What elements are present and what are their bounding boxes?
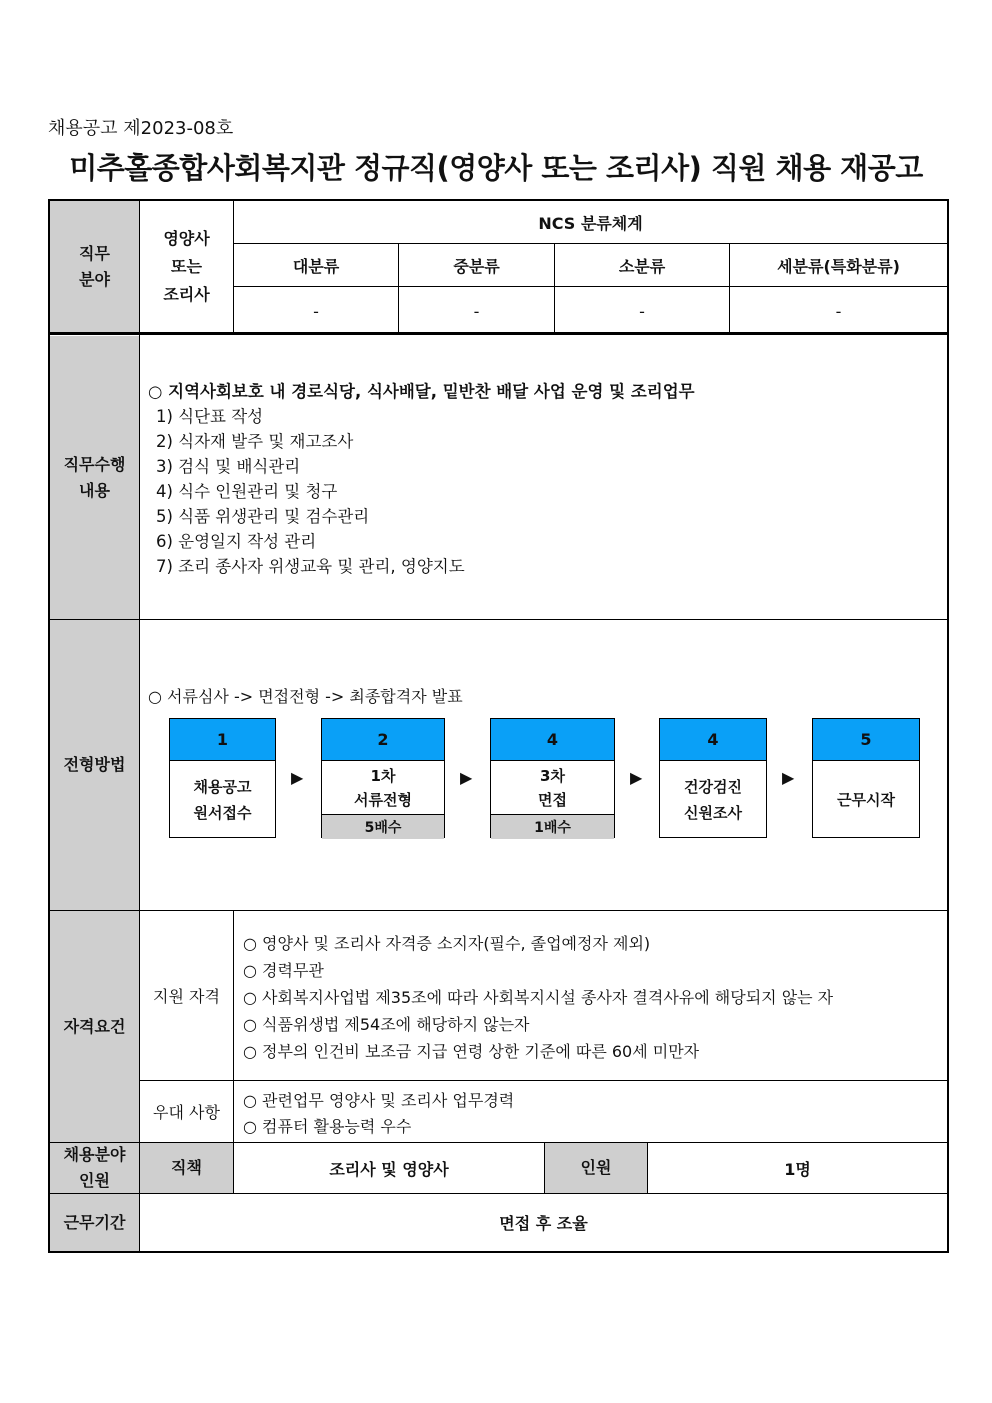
step-number: 5 xyxy=(813,719,919,761)
role-label: 직책 xyxy=(140,1143,233,1193)
qualification-header: 자격요건 xyxy=(50,911,139,1142)
step-number: 2 xyxy=(322,719,444,761)
step-start-work xyxy=(812,718,920,838)
list-item: 5) 식품 위생관리 및 검수관리 xyxy=(156,507,370,526)
list-item: 4) 식수 인원관리 및 청구 xyxy=(156,482,338,501)
step-label: 원서접수 xyxy=(193,803,252,822)
preference-label: 우대 사항 xyxy=(153,1103,220,1122)
list-item: ○ 식품위생법 제54조에 해당하지 않는자 xyxy=(243,1015,530,1034)
headcount-header: 채용분야 인원 xyxy=(50,1143,139,1193)
list-item: 1) 식단표 작성 xyxy=(156,407,264,426)
ncs-value-minor: - xyxy=(639,301,645,321)
period-header: 근무기간 xyxy=(50,1194,139,1251)
step-label: 신원조사 xyxy=(684,803,742,822)
step-ratio: 5배수 xyxy=(322,814,444,839)
flow-arrow: ▶ xyxy=(782,768,795,787)
ncs-col-detail: 세분류(특화분류) xyxy=(777,256,900,276)
step-number: 1 xyxy=(170,719,275,761)
step-interview xyxy=(490,718,615,838)
selection-header: 전형방법 xyxy=(50,620,139,910)
ncs-col-middle: 중분류 xyxy=(453,256,500,276)
step-ratio: 1배수 xyxy=(491,814,614,839)
step-health-check xyxy=(659,718,767,838)
ncs-value-major: - xyxy=(313,301,319,321)
step-label: 서류전형 xyxy=(354,790,412,809)
ncs-value-detail: - xyxy=(835,301,842,321)
step-label: 건강검진 xyxy=(684,777,742,796)
flow-arrow: ▶ xyxy=(291,768,304,787)
period-value: 면접 후 조율 xyxy=(499,1214,588,1233)
notice-number: 채용공고 제2023-08호 xyxy=(48,118,234,139)
step-application xyxy=(169,718,276,838)
ncs-title: NCS 분류체계 xyxy=(538,213,643,233)
list-item: ○ 관련업무 영양사 및 조리사 업무경력 xyxy=(243,1091,515,1110)
list-item: ○ 컴퓨터 활용능력 우수 xyxy=(243,1117,412,1136)
flow-arrow: ▶ xyxy=(460,768,473,787)
step-label: 면접 xyxy=(538,790,567,809)
ncs-col-major: 대분류 xyxy=(292,256,340,276)
list-item: 7) 조리 종사자 위생교육 및 관리, 영양지도 xyxy=(156,557,465,576)
position-name: 영양사 또는 조리사 xyxy=(163,228,210,304)
list-item: ○ 영양사 및 조리사 자격증 소지자(필수, 졸업예정자 제외) xyxy=(243,934,651,953)
ncs-value-middle: - xyxy=(473,301,480,321)
job-field-header: 직무 분야 xyxy=(50,201,139,332)
list-item: ○ 사회복지사업법 제35조에 따라 사회복지시설 종사자 결격사유에 해당되지 않는 자 xyxy=(243,988,834,1007)
step-label: 근무시작 xyxy=(837,790,895,809)
flow-arrow: ▶ xyxy=(630,768,643,787)
duties-header: 직무수행 내용 xyxy=(50,336,139,619)
list-item: 2) 식자재 발주 및 재고조사 xyxy=(156,432,354,451)
step-label: 3차 xyxy=(540,766,565,785)
page-title: 미추홀종합사회복지관 정규직(영양사 또는 조리사) 직원 채용 재공고 xyxy=(69,151,923,185)
step-label: 채용공고 xyxy=(193,777,252,796)
list-item: 3) 검식 및 배식관리 xyxy=(156,457,301,476)
list-item: ○ 경력무관 xyxy=(243,961,324,980)
ncs-col-minor: 소분류 xyxy=(618,256,666,276)
list-item: ○ 정부의 인건비 보조금 지급 연령 상한 기준에 따른 60세 미만자 xyxy=(243,1042,700,1061)
eligibility-label: 지원 자격 xyxy=(153,987,220,1006)
count-value: 1명 xyxy=(784,1159,811,1179)
step-document-screening xyxy=(321,718,445,838)
role-value: 조리사 및 영양사 xyxy=(329,1159,449,1179)
step-number: 4 xyxy=(660,719,766,761)
step-label: 1차 xyxy=(370,766,396,785)
count-label: 인원 xyxy=(545,1143,647,1193)
selection-summary: ○ 서류심사 -> 면접전형 -> 최종합격자 발표 xyxy=(148,687,463,706)
duties-heading: ○ 지역사회보호 내 경로식당, 식사배달, 밑반찬 배달 사업 운영 및 조리업무 xyxy=(148,382,695,401)
step-number: 4 xyxy=(491,719,614,761)
list-item: 6) 운영일지 작성 관리 xyxy=(156,532,317,551)
